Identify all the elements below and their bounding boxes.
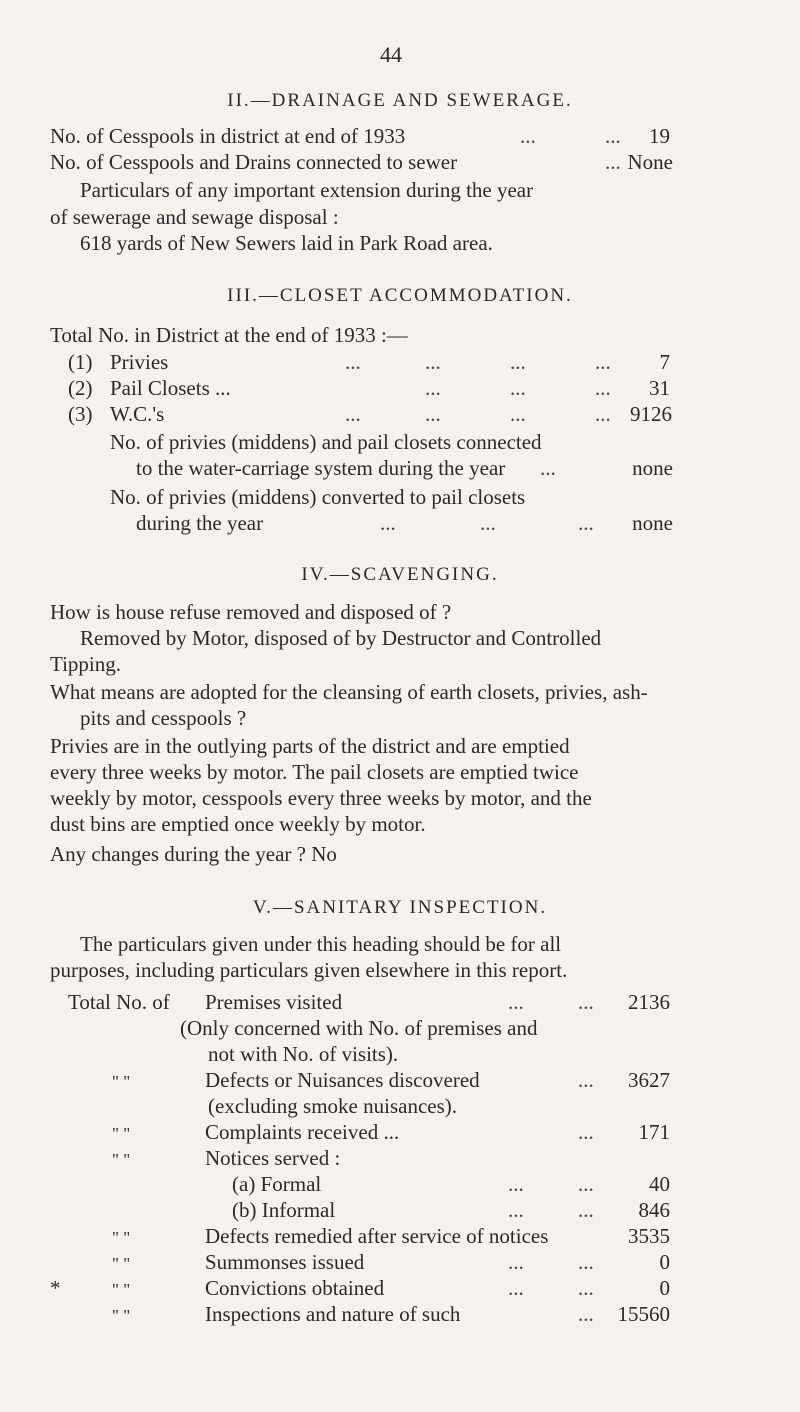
leader-dots: ... xyxy=(508,1250,524,1274)
complaints-value: 171 xyxy=(638,1120,670,1144)
closet-item-label: Privies xyxy=(110,350,169,374)
leader-dots: ... xyxy=(605,124,621,148)
leader-dots: ... xyxy=(520,124,536,148)
connected-line-1: No. of privies (middens) and pail closets connected xyxy=(110,430,542,454)
leader-dots: ... xyxy=(508,1276,524,1300)
leader-dots: ... xyxy=(578,1120,594,1144)
cesspools-value: 19 xyxy=(649,124,670,148)
closet-item-label: W.C.'s xyxy=(110,402,165,426)
sanitary-intro-line-2: purposes, including particulars given elsewhere in this report. xyxy=(50,958,568,982)
total-no-of-label: Total No. of xyxy=(68,990,170,1014)
scavenging-answer-1-line-2: Tipping. xyxy=(50,652,122,676)
leader-dots: ... xyxy=(540,456,556,480)
scavenging-answer-2-line-1: Privies are in the outlying parts of the district and are emptied xyxy=(50,734,570,758)
leader-dots: ... xyxy=(510,376,526,400)
page-number: 44 xyxy=(380,42,402,67)
leader-dots: ... xyxy=(578,990,594,1014)
leader-dots: ... xyxy=(578,1302,594,1326)
complaints-label: Complaints received ... xyxy=(205,1120,400,1144)
leader-dots: ... xyxy=(578,1068,594,1092)
convictions-label: Convictions obtained xyxy=(205,1276,385,1300)
leader-dots: ... xyxy=(345,350,361,374)
leader-dots: ... xyxy=(595,350,611,374)
scavenging-answer-2-line-2: every three weeks by motor. The pail closets are emptied twice xyxy=(50,760,579,784)
summonses-label: Summonses issued xyxy=(205,1250,365,1274)
remedied-label: Defects remedied after service of notices xyxy=(205,1224,549,1248)
closet-item-number: (2) xyxy=(68,376,93,400)
scavenging-answer-1-line-1: Removed by Motor, disposed of by Destructor and Controlled xyxy=(80,626,602,650)
leader-dots: ... xyxy=(380,511,396,535)
premises-value: 2136 xyxy=(628,990,670,1014)
leader-dots: ... xyxy=(508,990,524,1014)
inspections-label: Inspections and nature of such xyxy=(205,1302,461,1326)
leader-dots: ... xyxy=(595,402,611,426)
ditto-mark: " " xyxy=(112,1072,131,1091)
defects-label: Defects or Nuisances discovered xyxy=(205,1068,480,1092)
defects-value: 3627 xyxy=(628,1068,670,1092)
connected-line-2: to the water-carriage system during the year xyxy=(136,456,506,480)
scavenging-heading: IV.—SCAVENGING. xyxy=(301,564,499,585)
sanitary-intro-line-1: The particulars given under this heading should be for all xyxy=(80,932,562,956)
scavenging-question-2-line-1: What means are adopted for the cleansing of earth closets, privies, ash- xyxy=(50,680,648,704)
leader-dots: ... xyxy=(510,402,526,426)
informal-value: 846 xyxy=(638,1198,670,1222)
informal-label: (b) Informal xyxy=(232,1198,336,1222)
cesspools-label: No. of Cesspools in district at end of 1933 xyxy=(50,124,406,148)
leader-dots: ... xyxy=(578,1198,594,1222)
scavenging-answer-2-line-4: dust bins are emptied once weekly by motor. xyxy=(50,812,426,836)
drainage-heading: II.—DRAINAGE AND SEWERAGE. xyxy=(227,90,573,111)
convictions-value: 0 xyxy=(659,1276,670,1300)
remedied-value: 3535 xyxy=(628,1224,670,1248)
leader-dots: ... xyxy=(425,402,441,426)
leader-dots: ... xyxy=(508,1172,524,1196)
leader-dots: ... xyxy=(508,1198,524,1222)
leader-dots: ... xyxy=(578,511,594,535)
converted-value: none xyxy=(632,511,673,535)
closet-item-number: (1) xyxy=(68,350,93,374)
leader-dots: ... xyxy=(345,402,361,426)
leader-dots: ... xyxy=(605,150,621,174)
sanitary-heading: V.—SANITARY INSPECTION. xyxy=(252,897,548,918)
ditto-mark: " " xyxy=(112,1228,131,1247)
closet-total-label: Total No. in District at the end of 1933 :— xyxy=(50,323,408,347)
converted-line-2: during the year xyxy=(136,511,264,535)
closet-item-value: 7 xyxy=(659,350,670,374)
closet-item-number: (3) xyxy=(68,402,93,426)
premises-label: Premises visited xyxy=(205,990,343,1014)
closet-heading: III.—CLOSET ACCOMMODATION. xyxy=(227,285,573,306)
ditto-mark: " " xyxy=(112,1280,131,1299)
connected-value: none xyxy=(632,456,673,480)
premises-note-1: (Only concerned with No. of premises and xyxy=(180,1016,538,1040)
leader-dots: ... xyxy=(578,1250,594,1274)
ditto-mark: " " xyxy=(112,1150,131,1169)
drains-label: No. of Cesspools and Drains connected to sewer xyxy=(50,150,458,174)
formal-value: 40 xyxy=(649,1172,670,1196)
summonses-value: 0 xyxy=(659,1250,670,1274)
leader-dots: ... xyxy=(595,376,611,400)
closet-item-label: Pail Closets ... xyxy=(110,376,231,400)
leader-dots: ... xyxy=(425,350,441,374)
leader-dots: ... xyxy=(510,350,526,374)
leader-dots: ... xyxy=(480,511,496,535)
closet-item-value: 9126 xyxy=(630,402,672,426)
scavenging-question-2-line-2: pits and cesspools ? xyxy=(80,706,247,730)
particulars-line-1: Particulars of any important extension during the year xyxy=(80,178,534,202)
notices-label: Notices served : xyxy=(205,1146,341,1170)
leader-dots: ... xyxy=(425,376,441,400)
inspections-value: 15560 xyxy=(617,1302,670,1326)
leader-dots: ... xyxy=(578,1276,594,1300)
converted-line-1: No. of privies (middens) converted to pail closets xyxy=(110,485,526,509)
scavenging-question-3: Any changes during the year ? No xyxy=(50,842,337,866)
premises-note-2: not with No. of visits). xyxy=(208,1042,399,1066)
leader-dots: ... xyxy=(578,1172,594,1196)
drains-value: None xyxy=(627,150,673,174)
scavenging-answer-2-line-3: weekly by motor, cesspools every three weeks by motor, and the xyxy=(50,786,592,810)
particulars-line-2: of sewerage and sewage disposal : xyxy=(50,205,339,229)
ditto-mark: " " xyxy=(112,1254,131,1273)
ditto-mark: " " xyxy=(112,1124,131,1143)
formal-label: (a) Formal xyxy=(232,1172,322,1196)
scavenging-question-1: How is house refuse removed and disposed of ? xyxy=(50,600,452,624)
ditto-mark: " " xyxy=(112,1306,131,1325)
asterisk-mark: * xyxy=(50,1276,61,1300)
defects-note: (excluding smoke nuisances). xyxy=(208,1094,458,1118)
closet-item-value: 31 xyxy=(649,376,670,400)
particulars-line-3: 618 yards of New Sewers laid in Park Road area. xyxy=(80,231,493,255)
